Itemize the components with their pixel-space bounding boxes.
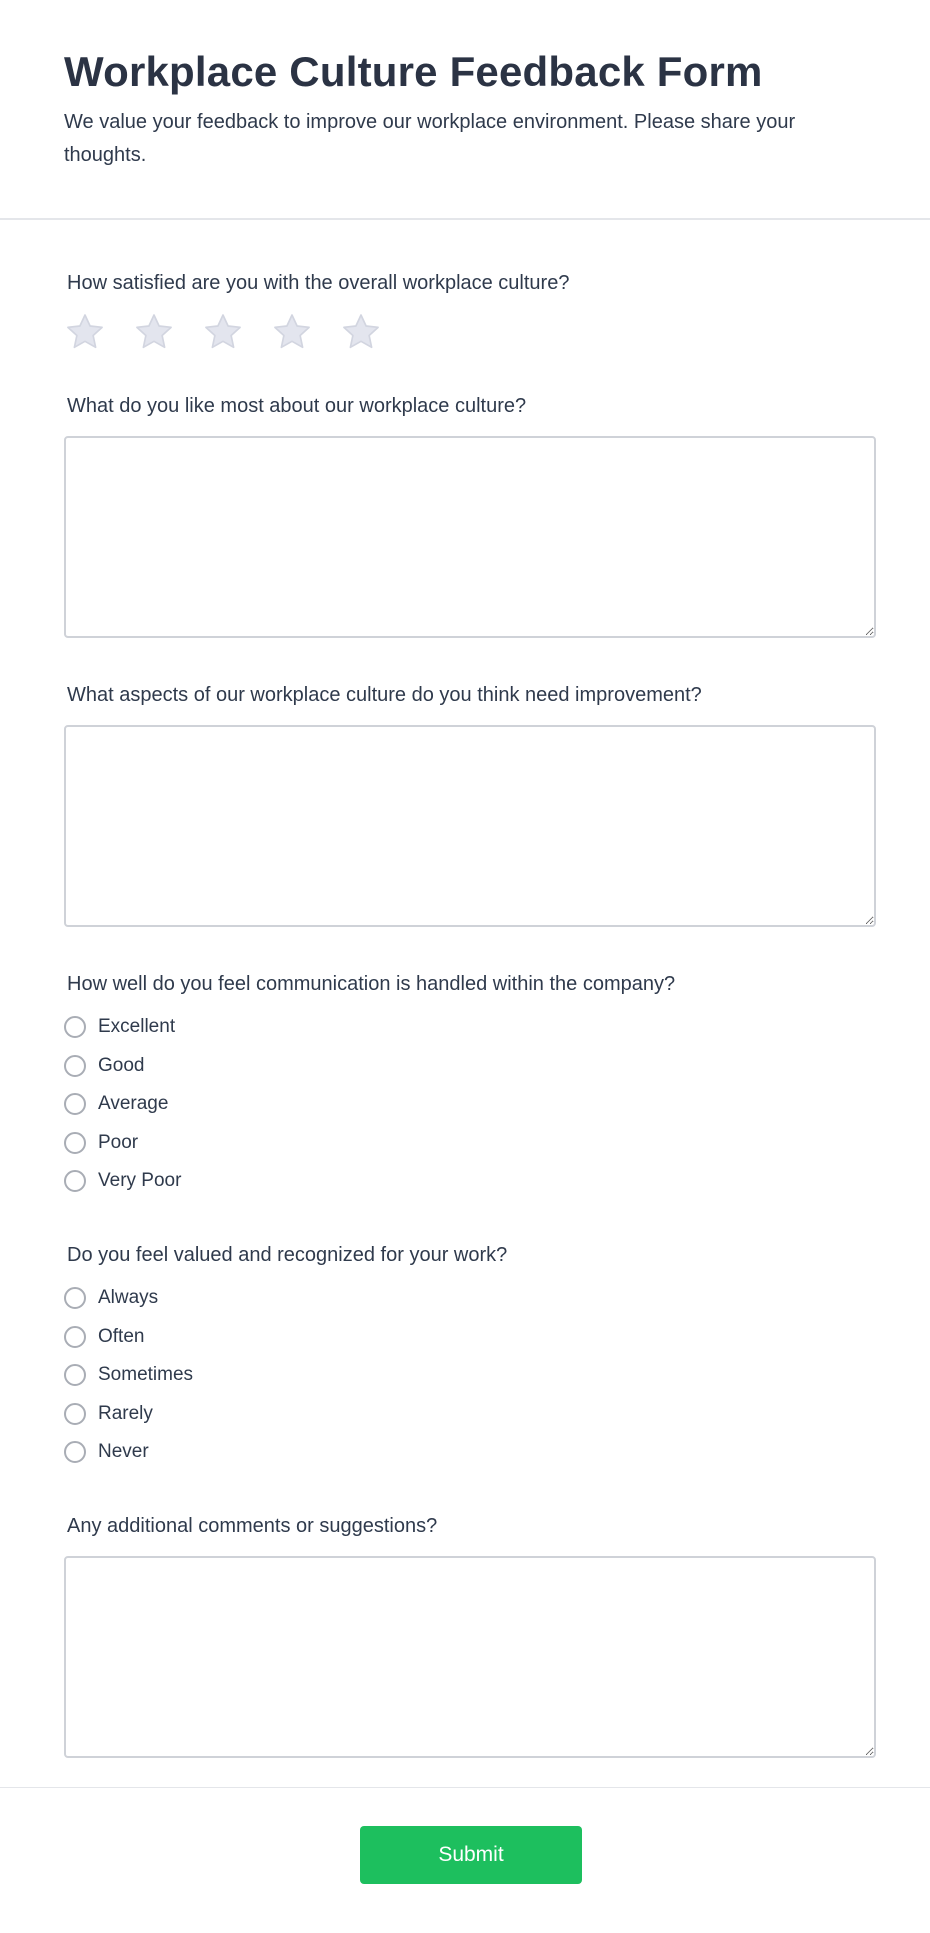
valued-option-never[interactable] [64, 1433, 193, 1472]
radio-label: Poor [98, 1131, 139, 1153]
radio-button[interactable] [64, 1055, 86, 1077]
communication-radio-group [64, 1008, 181, 1201]
radio-label: Always [98, 1287, 159, 1309]
communication-option-excellent[interactable] [64, 1008, 181, 1047]
question-like-most-label: What do you like most about our workplace culture? [67, 395, 527, 417]
radio-button[interactable] [64, 1364, 86, 1386]
radio-label: Often [98, 1325, 145, 1347]
radio-button[interactable] [64, 1093, 86, 1115]
valued-radio-group [64, 1279, 193, 1472]
radio-label: Very Poor [98, 1170, 182, 1192]
communication-option-poor[interactable] [64, 1124, 181, 1163]
star-5[interactable] [340, 312, 382, 352]
question-communication-label: How well do you feel communication is handled within the company? [67, 973, 676, 995]
star-3[interactable] [202, 312, 244, 352]
star-2[interactable] [133, 312, 175, 352]
radio-button[interactable] [64, 1016, 86, 1038]
radio-button[interactable] [64, 1326, 86, 1348]
submit-button[interactable]: Submit [360, 1826, 582, 1884]
page-title: Workplace Culture Feedback Form [64, 48, 763, 95]
improvement-textarea[interactable] [64, 725, 876, 927]
valued-option-always[interactable] [64, 1279, 193, 1318]
star-1[interactable] [64, 312, 106, 352]
additional-comments-textarea[interactable] [64, 1556, 876, 1758]
question-improvement-label: What aspects of our workplace culture do you think need improvement? [67, 684, 702, 706]
communication-option-good[interactable] [64, 1047, 181, 1086]
radio-label: Rarely [98, 1402, 153, 1424]
valued-option-rarely[interactable] [64, 1395, 193, 1434]
page-subtitle: We value your feedback to improve our workplace environment. Please share your thoughts. [64, 111, 796, 166]
valued-option-sometimes[interactable] [64, 1356, 193, 1395]
radio-label: Sometimes [98, 1364, 194, 1386]
radio-button[interactable] [64, 1441, 86, 1463]
like-most-textarea[interactable] [64, 436, 876, 638]
radio-label: Never [98, 1441, 149, 1463]
radio-button[interactable] [64, 1403, 86, 1425]
radio-label: Excellent [98, 1016, 176, 1038]
communication-option-very-poor[interactable] [64, 1162, 181, 1201]
question-valued-label: Do you feel valued and recognized for your work? [67, 1244, 508, 1266]
radio-label: Good [98, 1054, 145, 1076]
radio-button[interactable] [64, 1287, 86, 1309]
form-header [0, 0, 930, 220]
valued-option-often[interactable] [64, 1318, 193, 1357]
question-additional-comments-label: Any additional comments or suggestions? [67, 1515, 438, 1537]
star-icon [340, 312, 382, 352]
radio-button[interactable] [64, 1132, 86, 1154]
communication-option-average[interactable] [64, 1085, 181, 1124]
radio-label: Average [98, 1093, 169, 1115]
footer-divider [0, 1787, 930, 1788]
star-icon [202, 312, 244, 352]
satisfaction-star-rating [64, 312, 409, 352]
star-4[interactable] [271, 312, 313, 352]
question-satisfaction-label: How satisfied are you with the overall workplace culture? [67, 272, 570, 294]
star-icon [271, 312, 313, 352]
star-icon [133, 312, 175, 352]
radio-button[interactable] [64, 1170, 86, 1192]
star-icon [64, 312, 106, 352]
